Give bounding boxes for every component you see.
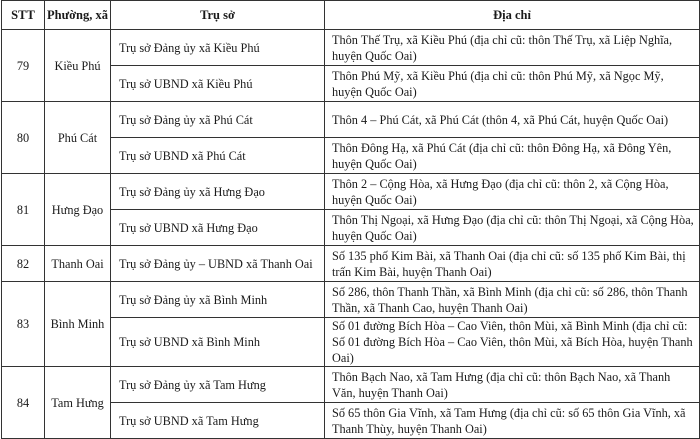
stt-cell: 79 bbox=[2, 30, 45, 102]
table-row bbox=[2, 246, 700, 282]
office-cell: Trụ sở UBND xã Tam Hưng bbox=[111, 403, 325, 439]
address-cell: Thôn Bạch Nao, xã Tam Hưng (địa chỉ cũ: thôn Bạch Nao, xã Thanh Văn, huyện Thanh Oai) bbox=[325, 367, 700, 403]
office-cell: Trụ sở Đảng ủy – UBND xã Thanh Oai bbox=[111, 246, 325, 282]
office-cell: Trụ sở UBND xã Kiều Phú bbox=[111, 66, 325, 102]
table-row bbox=[2, 30, 700, 66]
address-cell: Số 65 thôn Gia Vĩnh, xã Tam Hưng (địa chỉ cũ: số 65 thôn Gia Vĩnh, xã Thanh Thùy, huyện Thanh Oai) bbox=[325, 403, 700, 439]
table-row bbox=[2, 367, 700, 403]
stt-cell: 82 bbox=[2, 246, 45, 282]
address-cell: Số 286, thôn Thanh Thần, xã Bình Minh (địa chỉ cũ: số 286, thôn Thanh Thần, xã Thanh Cao, huyện Thanh Oai) bbox=[325, 282, 700, 318]
ward-cell: Hưng Đạo bbox=[45, 174, 111, 246]
address-cell: Thôn 2 – Cộng Hòa, xã Hưng Đạo (địa chỉ cũ: thôn 2, xã Cộng Hòa, huyện Quốc Oai) bbox=[325, 174, 700, 210]
ward-cell: Tam Hưng bbox=[45, 367, 111, 439]
office-cell: Trụ sở Đảng ủy xã Kiều Phú bbox=[111, 30, 325, 66]
address-cell: Thôn Thị Ngoại, xã Hưng Đạo (địa chỉ cũ: thôn Thị Ngoại, xã Cộng Hòa, huyện Quốc Oai) bbox=[325, 210, 700, 246]
stt-cell: 81 bbox=[2, 174, 45, 246]
stt-cell: 84 bbox=[2, 367, 45, 439]
office-cell: Trụ sở Đảng ủy xã Hưng Đạo bbox=[111, 174, 325, 210]
table-header-row bbox=[2, 1, 700, 30]
office-cell: Trụ sở UBND xã Bình Minh bbox=[111, 318, 325, 367]
ward-cell: Bình Minh bbox=[45, 282, 111, 367]
office-cell: Trụ sở Đảng ủy xã Phú Cát bbox=[111, 102, 325, 138]
address-cell: Thôn Phú Mỹ, xã Kiều Phú (địa chỉ cũ: thôn Phú Mỹ, xã Ngọc Mỹ, huyện Quốc Oai) bbox=[325, 66, 700, 102]
address-cell: Thôn Thế Trụ, xã Kiều Phú (địa chỉ cũ: thôn Thế Trụ, xã Liệp Nghĩa, huyện Quốc Oai) bbox=[325, 30, 700, 66]
address-cell: Số 135 phố Kim Bài, xã Thanh Oai (địa chỉ cũ: số 135 phố Kim Bài, thị trấn Kim Bài, huyện Thanh Oai) bbox=[325, 246, 700, 282]
address-cell: Số 01 đường Bích Hòa – Cao Viên, thôn Mùi, xã Bình Minh (địa chỉ cũ: Số 01 đường Bích Hòa – Cao Viên, thôn Mùi, xã Bích Hòa, huyện Thanh Oai) bbox=[325, 318, 700, 367]
office-cell: Trụ sở UBND xã Phú Cát bbox=[111, 138, 325, 174]
office-cell: Trụ sở UBND xã Hưng Đạo bbox=[111, 210, 325, 246]
table-row bbox=[2, 102, 700, 138]
office-cell: Trụ sở Đảng ủy xã Bình Minh bbox=[111, 282, 325, 318]
ward-cell: Thanh Oai bbox=[45, 246, 111, 282]
office-cell: Trụ sở Đảng ủy xã Tam Hưng bbox=[111, 367, 325, 403]
ward-cell: Kiều Phú bbox=[45, 30, 111, 102]
table-row bbox=[2, 282, 700, 318]
ward-cell: Phú Cát bbox=[45, 102, 111, 174]
header-stt: STT bbox=[2, 1, 45, 30]
header-office: Trụ sở bbox=[111, 1, 325, 30]
stt-cell: 83 bbox=[2, 282, 45, 367]
header-address: Địa chỉ bbox=[325, 1, 700, 30]
header-ward: Phường, xã bbox=[45, 1, 111, 30]
address-cell: Thôn 4 – Phú Cát, xã Phú Cát (thôn 4, xã Phú Cát, huyện Quốc Oai) bbox=[325, 102, 700, 138]
table-row bbox=[2, 174, 700, 210]
office-address-table bbox=[1, 0, 700, 439]
address-cell: Thôn Đông Hạ, xã Phú Cát (địa chỉ cũ: thôn Đông Hạ, xã Đông Yên, huyện Quốc Oai) bbox=[325, 138, 700, 174]
stt-cell: 80 bbox=[2, 102, 45, 174]
